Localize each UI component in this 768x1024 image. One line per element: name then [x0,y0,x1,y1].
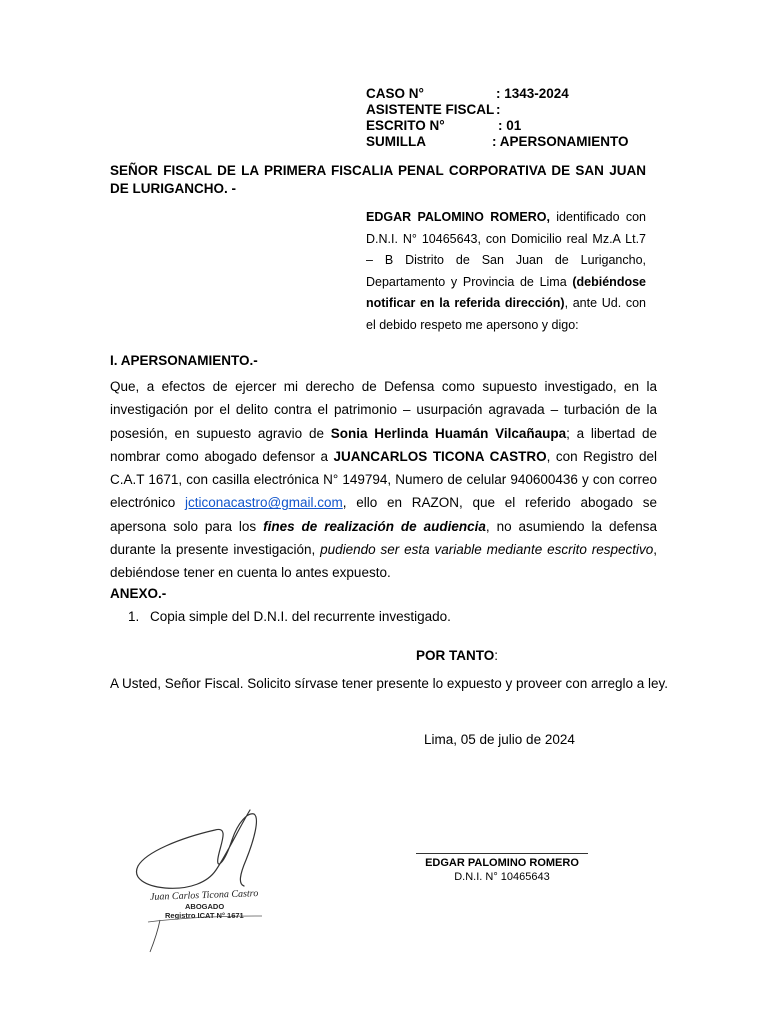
apersonamiento-paragraph [110,375,657,585]
intro-text-1: identificado con D.N.I. N° 10465643, con Domicilio real Mz.A Lt.7 – B Distrito de San Juan de Lurigancho, Departamento y Provincia de Lima [366,210,646,289]
case-number-row [366,86,569,102]
closing-request: A Usted, Señor Fiscal. Solicito sírvase tener presente lo expuesto y proveer con arreglo a ley. [110,676,669,691]
por-tanto-label: POR TANTO [416,648,495,663]
por-tanto-colon: : [494,648,499,663]
variable-text: pudiendo ser esta variable mediante escrito respectivo [320,542,654,558]
para-text-4: , ello en RAZON, que el referido abogado se apersona solo para los [110,495,657,534]
filing-number-label: ESCRITO N° [366,118,445,133]
summary-label: SUMILLA [366,134,426,149]
assistant-label: ASISTENTE FISCAL [366,102,495,117]
filing-number-value: : 01 [498,118,522,133]
email-link[interactable]: jcticonacastro@gmail.com [185,495,343,511]
purpose-text: fines de realización de audiencia [263,518,486,534]
signatory-name: EDGAR PALOMINO ROMERO [425,857,579,869]
victim-name: Sonia Herlinda Huamán Vilcañaupa [330,425,567,441]
summary-value: : APERSONAMIENTO [492,134,629,149]
document-date: Lima, 05 de julio de 2024 [424,732,575,747]
petitioner-name: EDGAR PALOMINO ROMERO, [366,210,550,224]
lawyer-stamp-name: Juan Carlos Ticona Castro [149,888,259,903]
addressee: SEÑOR FISCAL DE LA PRIMERA FISCALIA PENAL CORPORATIVA DE SAN JUAN DE LURIGANCHO. - [110,163,646,196]
intro-text-2: , ante Ud. con el debido respeto me apersono y digo: [366,296,647,332]
para-text-6: , debiéndose tener en cuenta lo antes expuesto. [110,542,657,581]
case-number-value: : 1343-2024 [496,86,569,101]
para-text-1: Que, a efectos de ejercer mi derecho de Defensa como supuesto investigado, en la investigación por el delito contra el patrimonio – usurpación agravada – turbación de la posesión, en supuesto agravio de [110,379,657,441]
lawyer-stamp-registry: Registro ICAT N° 1671 [165,911,244,920]
lawyer-signature-icon [120,800,280,960]
lawyer-name: JUANCARLOS TICONA CASTRO [333,448,547,464]
signature-line [416,853,588,854]
list-item-number: 1. [128,609,140,624]
assistant-value: : [496,102,501,117]
list-item [128,609,451,624]
intro-paragraph [366,207,646,336]
annex-title: ANEXO.- [110,586,167,601]
signatory-dni: D.N.I. N° 10465643 [454,871,550,883]
assistant-row [366,102,501,118]
por-tanto [416,648,498,663]
summary-row [366,134,629,150]
notification-note: (debiéndose notificar en la referida dirección) [366,274,646,310]
section-title-apersonamiento: I. APERSONAMIENTO.- [110,353,258,368]
para-text-3: , con Registro del C.A.T 1671, con casilla electrónica N° 149794, Numero de celular 940600436 y con correo electrónico [110,448,657,511]
case-number-label: CASO N° [366,86,424,101]
list-item-text: Copia simple del D.N.I. del recurrente investigado. [150,609,451,624]
filing-number-row [366,118,521,134]
para-text-2: ; a libertad de nombrar como abogado defensor a [110,425,657,464]
para-text-5: , no asumiendo la defensa durante la presente investigación, [110,518,657,558]
lawyer-stamp-role: ABOGADO [185,902,225,911]
